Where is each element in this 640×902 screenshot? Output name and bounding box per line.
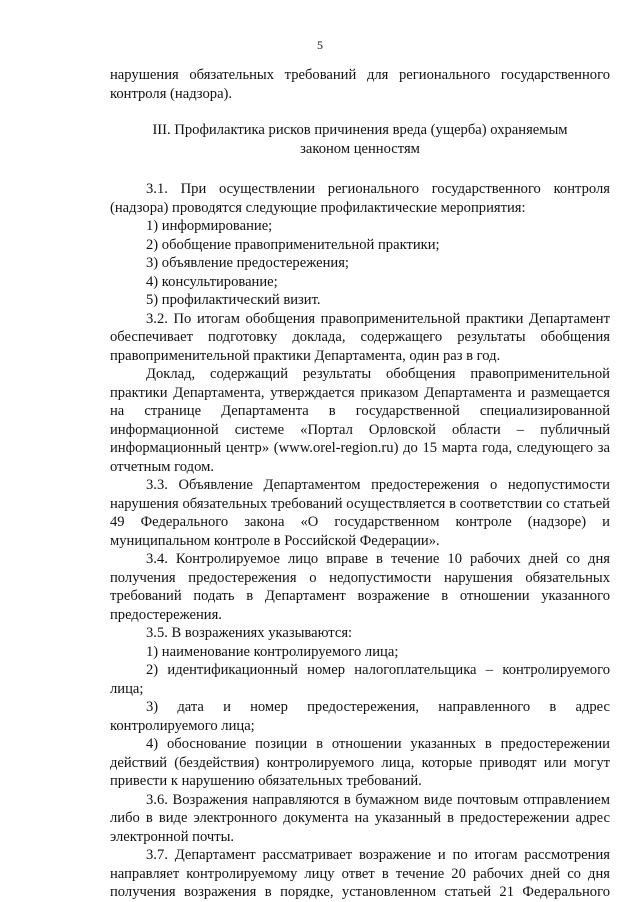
page-number: 5 xyxy=(317,38,323,52)
measure-item: 3) объявление предостережения; xyxy=(146,255,349,271)
measure-item: 5) профилактический визит. xyxy=(146,292,321,308)
section-heading xyxy=(110,121,610,158)
paragraph-3-1: 3.1. При осуществлении регионального государственного контроля (надзора) проводятся следующие профилактические мероприятия: xyxy=(110,181,610,216)
document-body xyxy=(110,66,610,902)
paragraph-3-5: 3.5. В возражениях указываются: xyxy=(146,625,353,641)
measure-item: 1) информирование; xyxy=(146,218,273,234)
paragraph-3-4: 3.4. Контролируемое лицо вправе в течение 10 рабочих дней со дня получения предостережения о недопустимости нарушения обязательных требований подать в Департамент возражение в отношении указанного предостережения. xyxy=(110,551,610,623)
paragraph-3-6: 3.6. Возражения направляются в бумажном виде почтовым отправлением либо в виде электронного документа на указанный в предостережении адрес электронной почты. xyxy=(110,791,610,845)
intro-paragraph: нарушения обязательных требований для регионального государственного контроля (надзора). xyxy=(110,67,610,102)
measure-item: 4) консультирование; xyxy=(146,273,278,290)
paragraph-report: Доклад, содержащий результаты обобщения правоприменительной практики Департамента, утверждается приказом Департамента и размещается на странице Департамента в государственной специализированной информационной системе «Портал Орловской области – публичный информационный центр» (www.orel-region.ru) до 15 марта года, следующего за отчетным годом. xyxy=(110,366,610,475)
objection-item: 3) дата и номер предостережения, направленного в адрес контролируемого лица; xyxy=(110,699,610,734)
objection-item: 1) наименование контролируемого лица; xyxy=(146,643,399,660)
objection-item: 4) обоснование позиции в отношении указанных в предостережении действий (бездействия) контролируемого лица, которые приводят или могут привести к нарушению обязательных требований. xyxy=(110,736,610,789)
section-heading-line-1: III. Профилактика рисков причинения вреда (ущерба) охраняемым xyxy=(152,122,568,138)
paragraph-3-7: 3.7. Департамент рассматривает возражение и по итогам рассмотрения направляет контролируемому лицу ответ в течение 20 рабочих дней со дня получения возражения в порядке, установленном статьей 21 Федерального xyxy=(110,847,610,900)
measure-item: 2) обобщение правоприменительной практики; xyxy=(146,236,440,253)
paragraph-3-2: 3.2. По итогам обобщения правоприменительной практики Департамент обеспечивает подготовку доклада, содержащего результаты обобщения правоприменительной практики Департамента, один раз в год. xyxy=(110,310,610,364)
objection-item: 2) идентификационный номер налогоплательщика – контролируемого лица; xyxy=(110,662,610,697)
section-heading-line-2: законом ценностям xyxy=(300,140,420,157)
paragraph-3-3: 3.3. Объявление Департаментом предостережения о недопустимости нарушения обязательных требований осуществляется в соответствии со статьей 49 Федерального закона «О государственном контроле (надзоре) и муниципальном контроле в Российской Федерации». xyxy=(110,477,610,549)
